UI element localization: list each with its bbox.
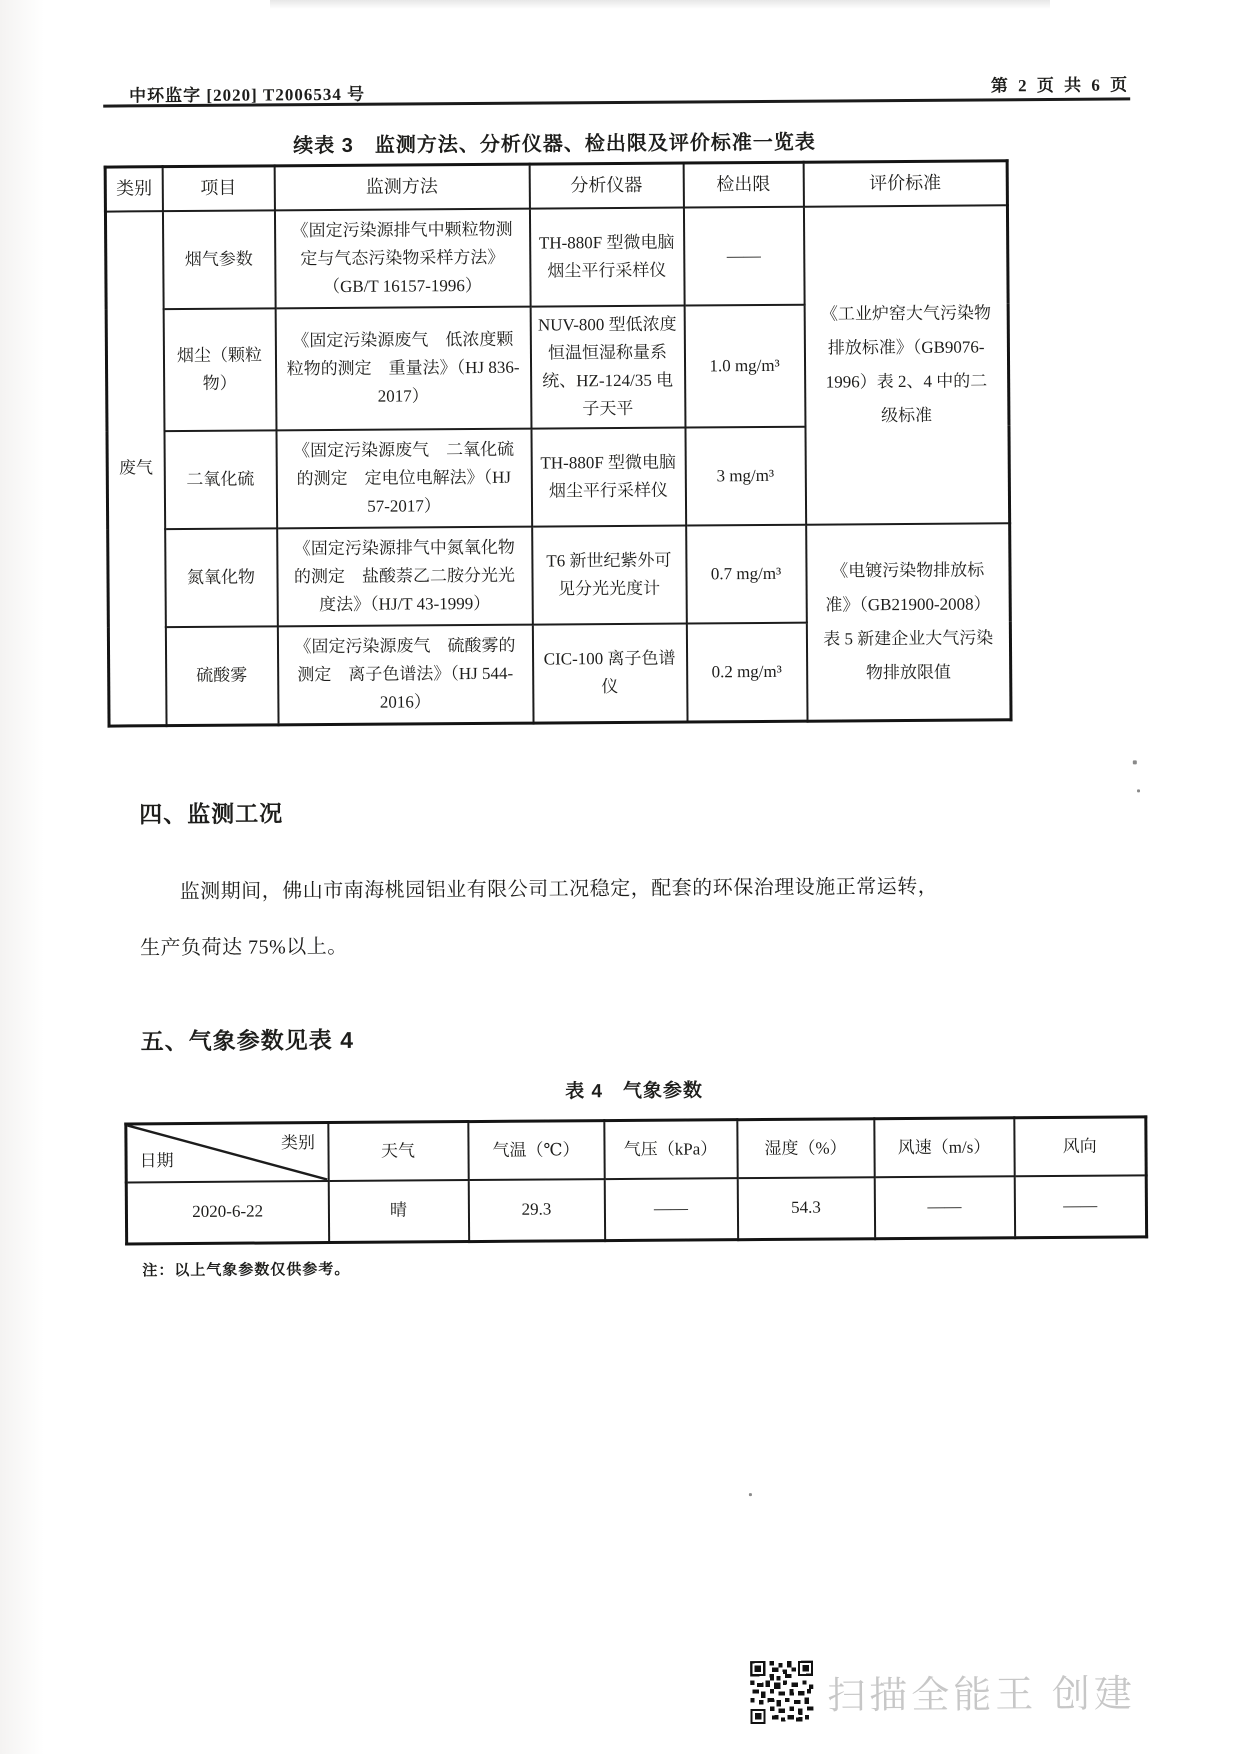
- col-header-weather: 天气: [328, 1122, 468, 1181]
- cell-instrument-5: CIC-100 离子色谱仪: [532, 624, 687, 724]
- cell-instrument-2: NUV-800 型低浓度恒温恒湿称量系统、HZ-124/35 电子天平: [530, 305, 685, 428]
- cell-item-3: 二氧化硫: [164, 430, 277, 529]
- cell-humidity: 54.3: [737, 1177, 874, 1240]
- cell-item-4: 氮氧化物: [165, 528, 278, 627]
- cell-item-5: 硫酸雾: [165, 626, 278, 725]
- cell-wind-speed: ——: [874, 1176, 1014, 1239]
- cell-item-1: 烟气参数: [162, 210, 275, 309]
- document-number: 中环监字 [2020] T2006534 号: [129, 84, 366, 106]
- cell-method-5: 《固定污染源废气 硫酸雾的测定 离子色谱法》（HJ 544-2016）: [277, 625, 533, 725]
- corner-label-category: 类别: [280, 1133, 316, 1153]
- col-header-wind-direction: 风向: [1014, 1117, 1146, 1176]
- cell-limit-4: 0.7 mg/m³: [686, 525, 807, 624]
- cell-wind-direction: ——: [1014, 1175, 1146, 1238]
- cell-method-4: 《固定污染源排气中氮氧化物的测定 盐酸萘乙二胺分光光度法》（HJ/T 43-1999）: [277, 527, 533, 627]
- scan-speck: [1133, 760, 1137, 764]
- cell-category: 废气: [105, 211, 166, 727]
- col-header-item: 项目: [162, 166, 274, 211]
- cell-limit-1: ——: [683, 206, 804, 305]
- cell-temperature: 29.3: [468, 1179, 604, 1242]
- cell-limit-3: 3 mg/m³: [685, 427, 806, 526]
- weather-parameters-table: [124, 1115, 1148, 1245]
- col-header-standard: 评价标准: [803, 161, 1007, 206]
- corner-label-date: 日期: [139, 1151, 174, 1171]
- cell-weather: 晴: [328, 1180, 468, 1243]
- col-header-category: 类别: [105, 167, 162, 211]
- col-header-limit: 检出限: [683, 162, 803, 207]
- col-header-humidity: 湿度（%）: [737, 1119, 874, 1178]
- cell-limit-2: 1.0 mg/m³: [684, 304, 805, 427]
- col-header-method: 监测方法: [274, 164, 529, 210]
- page-number: 第 2 页 共 6 页: [990, 75, 1131, 96]
- scan-speck: [1137, 789, 1140, 792]
- cell-method-2: 《固定污染源废气 低浓度颗粒物的测定 重量法》（HJ 836-2017）: [275, 306, 531, 430]
- col-header-pressure: 气压（kPa）: [604, 1120, 737, 1179]
- cell-instrument-4: T6 新世纪紫外可见分光光度计: [532, 526, 687, 625]
- diagonal-header-cell: [126, 1123, 328, 1182]
- table3-title: 续表 3 监测方法、分析仪器、检出限及评价标准一览表: [293, 131, 816, 158]
- cell-method-3: 《固定污染源废气 二氧化硫的测定 定电位电解法》（HJ 57-2017）: [276, 428, 532, 528]
- cell-item-2: 烟尘（颗粒物）: [163, 308, 276, 431]
- table4-header-row: [126, 1117, 1146, 1182]
- col-header-temperature: 气温（℃）: [468, 1121, 604, 1180]
- camscanner-watermark: [750, 1658, 1136, 1724]
- monitoring-methods-table: [104, 159, 1013, 728]
- cell-limit-5: 0.2 mg/m³: [686, 623, 807, 722]
- col-header-instrument: 分析仪器: [529, 163, 683, 208]
- col-header-wind-speed: 风速（m/s）: [874, 1118, 1014, 1177]
- table4-title: 表 4 气象参数: [565, 1080, 704, 1103]
- cell-instrument-1: TH-880F 型微电脑烟尘平行采样仪: [529, 207, 684, 306]
- table4-data-row: [126, 1175, 1146, 1244]
- paragraph-line: 生产负荷达 75%以上。: [140, 935, 348, 960]
- watermark-text: 扫描全能王 创建: [827, 1673, 1137, 1718]
- cell-standard-1: 《工业炉窑大气污染物排放标准》（GB9076-1996）表 2、4 中的二级标准: [803, 205, 1009, 525]
- table4-footnote: 注：以上气象参数仅供参考。: [142, 1260, 351, 1280]
- cell-instrument-3: TH-880F 型微电脑烟尘平行采样仪: [531, 427, 686, 526]
- cell-standard-2: 《电镀污染物排放标准》（GB21900-2008）表 5 新建企业大气污染物排放限值: [806, 523, 1011, 721]
- scan-speck: [749, 1493, 752, 1496]
- cell-pressure: ——: [604, 1178, 737, 1241]
- table-row: [105, 205, 1008, 309]
- cell-date: 2020-6-22: [126, 1181, 328, 1244]
- table3-header-row: [105, 161, 1007, 211]
- section4-heading: 四、监测工况: [139, 800, 284, 828]
- qr-code-icon: [750, 1661, 813, 1724]
- section5-heading: 五、气象参数见表 4: [140, 1026, 355, 1055]
- cell-method-1: 《固定污染源排气中颗粒物测定与气态污染物采样方法》（GB/T 16157-1996）: [274, 208, 530, 308]
- table-row: [108, 523, 1011, 627]
- paragraph-line: 监测期间，佛山市南海桃园铝业有限公司工况稳定，配套的环保治理设施正常运转，: [179, 875, 939, 904]
- section4-paragraph: [140, 869, 1001, 960]
